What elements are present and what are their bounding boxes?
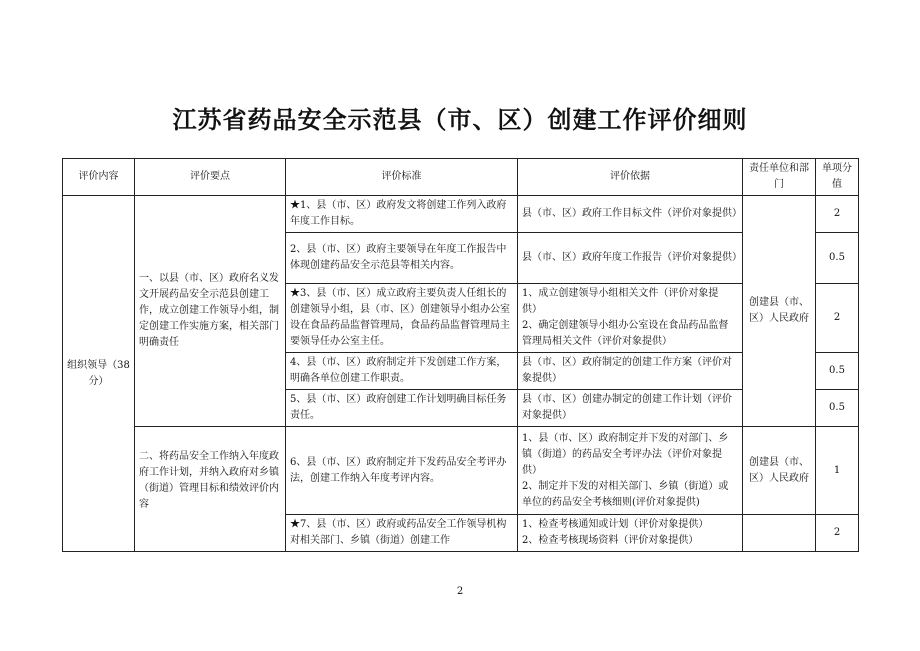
responsible1-cell: 创建县（市、区）人民政府 — [743, 196, 816, 427]
basis-cell: 县（市、区）政府制定的创建工作方案（评价对象提供） — [518, 353, 743, 390]
score-cell: 2 — [816, 515, 859, 552]
header-basis: 评价依据 — [518, 159, 743, 196]
evaluation-table — [62, 158, 859, 552]
standard-cell: ★7、县（市、区）政府或药品安全工作领导机构对相关部门、乡镇（街道）创建工作 — [286, 515, 518, 552]
basis-cell: 1、成立创建领导小组相关文件（评价对象提供） 2、确定创建领导小组办公室设在食品药品监督管理局相关文件（评价对象提供） — [518, 284, 743, 353]
basis-cell: 1、县（市、区）政府制定并下发的对部门、乡镇（街道）的药品安全考评办法（评价对象提供） 2、制定并下发的对相关部门、乡镇（街道）或单位的药品安全考核细则(评价对象提供) — [518, 427, 743, 515]
table-row — [63, 427, 859, 515]
responsible2-cell: 创建县（市、区）人民政府 — [743, 427, 816, 515]
header-standard: 评价标准 — [286, 159, 518, 196]
basis-cell: 县（市、区）政府年度工作报告（评价对象提供） — [518, 233, 743, 284]
responsible-empty-cell — [743, 515, 816, 552]
page-number: 2 — [456, 586, 464, 597]
standard-cell: ★1、县（市、区）政府发文将创建工作列入政府年度工作目标。 — [286, 196, 518, 233]
header-score: 单项分值 — [816, 159, 859, 196]
score-cell: 2 — [816, 284, 859, 353]
basis-cell: 县（市、区）创建办制定的创建工作计划（评价对象提供） — [518, 390, 743, 427]
score-cell: 1 — [816, 427, 859, 515]
score-cell: 0.5 — [816, 233, 859, 284]
standard-cell: 6、县（市、区）政府制定并下发药品安全考评办法，创建工作纳入年度考评内容。 — [286, 427, 518, 515]
header-content: 评价内容 — [63, 159, 135, 196]
score-cell: 2 — [816, 196, 859, 233]
standard-cell: ★3、县（市、区）成立政府主要负责人任组长的创建领导小组，县（市、区）创建领导小组办公室设在食品药品监督管理局，食品药品监督管理局主要领导任办公室主任。 — [286, 284, 518, 353]
table-row — [63, 196, 859, 233]
basis-cell: 县（市、区）政府工作目标文件（评价对象提供） — [518, 196, 743, 233]
point2-cell: 二、将药品安全工作纳入年度政府工作计划，并纳入政府对乡镇（街道）管理目标和绩效评价内容 — [135, 427, 286, 552]
standard-cell: 2、县（市、区）政府主要领导在年度工作报告中体现创建药品安全示范县等相关内容。 — [286, 233, 518, 284]
section-name-cell: 组织领导（38分） — [63, 196, 135, 552]
standard-cell: 4、县（市、区）政府制定并下发创建工作方案，明确各单位创建工作职责。 — [286, 353, 518, 390]
basis-cell: 1、检查考核通知或计划（评价对象提供） 2、检查考核现场资料（评价对象提供） — [518, 515, 743, 552]
table-header-row — [63, 159, 859, 196]
score-cell: 0.5 — [816, 390, 859, 427]
score-cell: 0.5 — [816, 353, 859, 390]
point1-cell: 一、以县（市、区）政府名义发文开展药品安全示范县创建工作，成立创建工作领导小组，制定创建工作实施方案，相关部门明确责任 — [135, 196, 286, 427]
header-responsible: 责任单位和部门 — [743, 159, 816, 196]
header-points: 评价要点 — [135, 159, 286, 196]
document-title: 江苏省药品安全示范县（市、区）创建工作评价细则 — [172, 105, 748, 134]
standard-cell: 5、县（市、区）政府创建工作计划明确目标任务责任。 — [286, 390, 518, 427]
